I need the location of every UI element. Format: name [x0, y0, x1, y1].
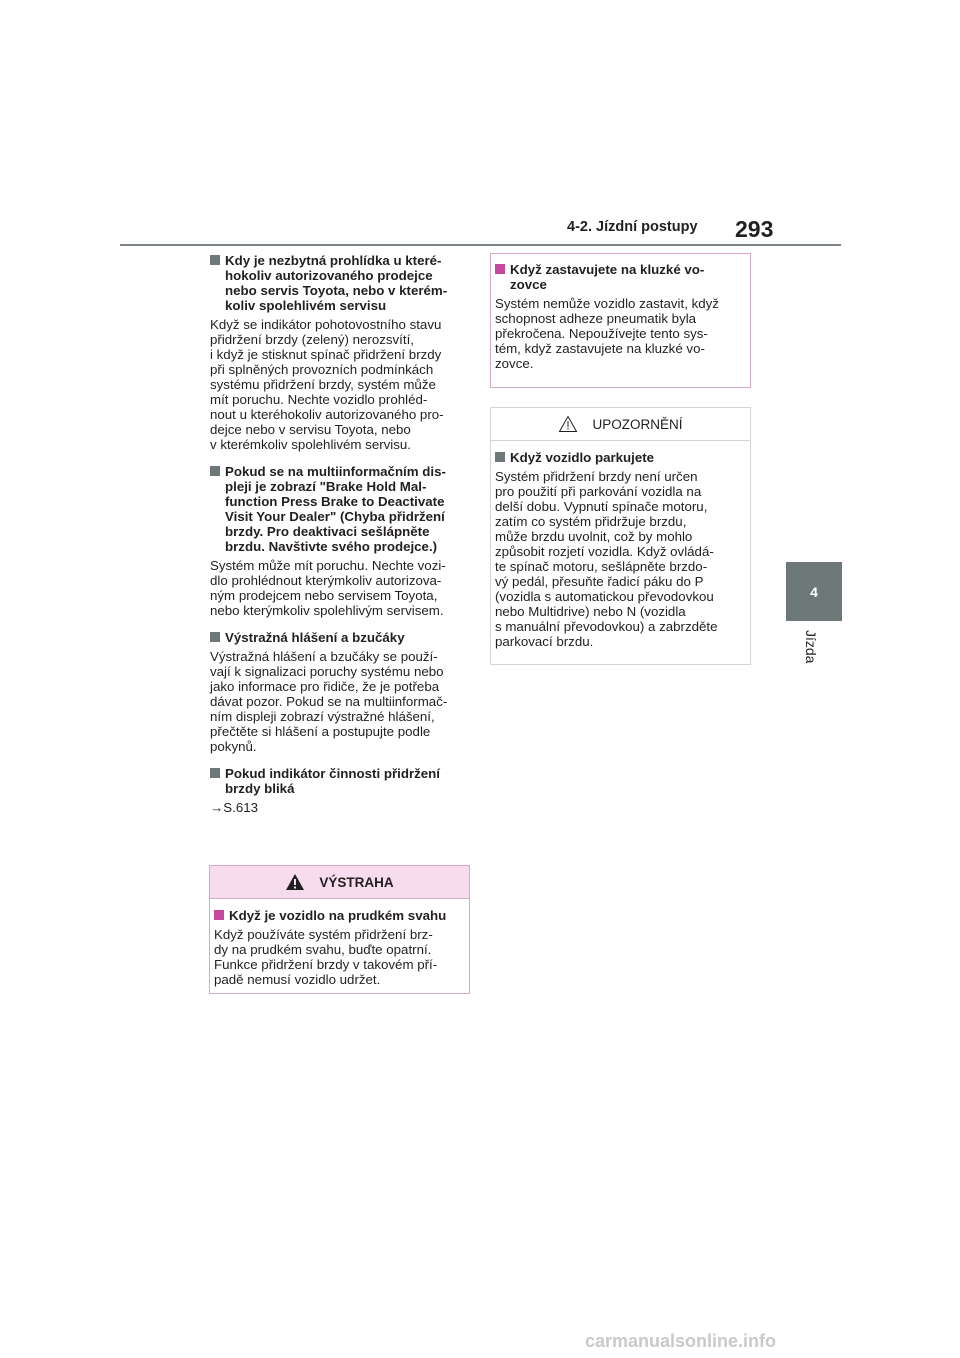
warning-box: [209, 865, 470, 994]
square-bullet-icon: [495, 452, 505, 462]
section-label: 4-2. Jízdní postupy: [567, 219, 698, 235]
square-bullet-icon: [210, 768, 220, 778]
page-number: 293: [735, 216, 774, 242]
square-bullet-icon: [210, 466, 220, 476]
notice-heading: Když vozidlo parkujete: [510, 450, 655, 465]
section-block: [210, 253, 468, 452]
warning-body: Systém nemůže vozidlo zastavit, když schopnost adheze pneumatik byla překročena. Nepoužívejte tento sys- tém, když zastavujete na kluzké vo- zovce.: [495, 296, 719, 371]
section-body: Systém může mít poruchu. Nechte vozi- dlo prohlédnout kterýmkoliv autorizova- ným prodejcem nebo servisem Toyota, nebo kterýmkoliv spolehlivým servisem.: [210, 558, 446, 618]
watermark: carmanualsonline.info: [585, 1331, 777, 1351]
section-body: Když se indikátor pohotovostního stavu přidržení brzdy (zelený) nerozsvítí, i když je stisknut spínač přidržení brzdy při splněných provozních podmínkách systému přidržení brzdy, systém může mít poruchu. Nechte vozidlo prohléd- nout u kteréhokoliv autorizovaného pro- dejce nebo v servisu Toyota, nebo v kterémkoliv spolehlivém servisu.: [210, 317, 444, 452]
page-reference-link[interactable]: →S.613: [210, 800, 259, 815]
left-column: [210, 253, 468, 827]
chapter-name: Jízda: [803, 630, 819, 664]
warning-box-title: VÝSTRAHA: [319, 874, 394, 890]
header-rule: [120, 244, 841, 246]
section-heading: Kdy je nezbytná prohlídka u které- hokoliv autorizovaného prodejce nebo servis Toyota, nebo v kterém- koliv spolehlivém servisu: [225, 253, 448, 313]
warning-triangle-icon: [285, 873, 305, 891]
square-bullet-icon: [210, 255, 220, 265]
notice-box-header: [491, 408, 750, 441]
section-block: [210, 766, 468, 815]
warning-heading: Když je vozidlo na prudkém svahu: [229, 908, 447, 923]
chapter-tab[interactable]: 4: [786, 562, 842, 621]
section-block: [210, 464, 468, 618]
section-heading: Pokud indikátor činnosti přidržení brzdy bliká: [225, 766, 440, 796]
square-bullet-icon: [495, 264, 505, 274]
warning-heading: Když zastavujete na kluzké vo- zovce: [510, 262, 705, 292]
notice-box: [490, 407, 751, 665]
section-block: [210, 630, 468, 754]
notice-box-title: UPOZORNĚNÍ: [592, 416, 683, 432]
section-heading: Výstražná hlášení a bzučáky: [225, 630, 405, 645]
warning-body: Když používáte systém přidržení brz- dy na prudkém svahu, buďte opatrní. Funkce přidržení brzdy v takovém pří- padě nemusí vozidlo udržet.: [214, 927, 438, 987]
section-heading: Pokud se na multiinformačním dis- pleji je zobrazí "Brake Hold Mal- function Press Brake to Deactivate Visit Your Dealer" (Chyba přidržení brzdy. Pro deaktivaci sešlápněte brzdu. Navštivte svého prodejce.): [225, 464, 446, 554]
continued-warning-box: [490, 253, 751, 388]
caution-triangle-icon: [558, 415, 578, 433]
warning-box-header: [210, 866, 469, 899]
square-bullet-icon: [210, 632, 220, 642]
section-body: Výstražná hlášení a bzučáky se použí- vají k signalizaci poruchy systému nebo jako informace pro řidiče, že je potřeba dávat pozor. Pokud se na multiinformač- ním displeji zobrazí výstražné hlášení, přečtěte si hlášení a postupujte podle pokynů.: [210, 649, 448, 754]
notice-body: Systém přidržení brzdy není určen pro použití při parkování vozidla na delší dobu. Vypnutí spínače motoru, zatím co systém přidržuje brzdu, může brzdu uvolnit, což by mohlo způsobit rozjetí vozidla. Když ovládá- te spínač motoru, sešlápněte brzdo- vý pedál, přesuňte řadicí páku do P (vozidla s automatickou převodovkou nebo Multidrive) nebo N (vozidla s manuální převodovkou) a zabrzděte parkovací brzdu.: [495, 469, 718, 649]
square-bullet-icon: [214, 910, 224, 920]
